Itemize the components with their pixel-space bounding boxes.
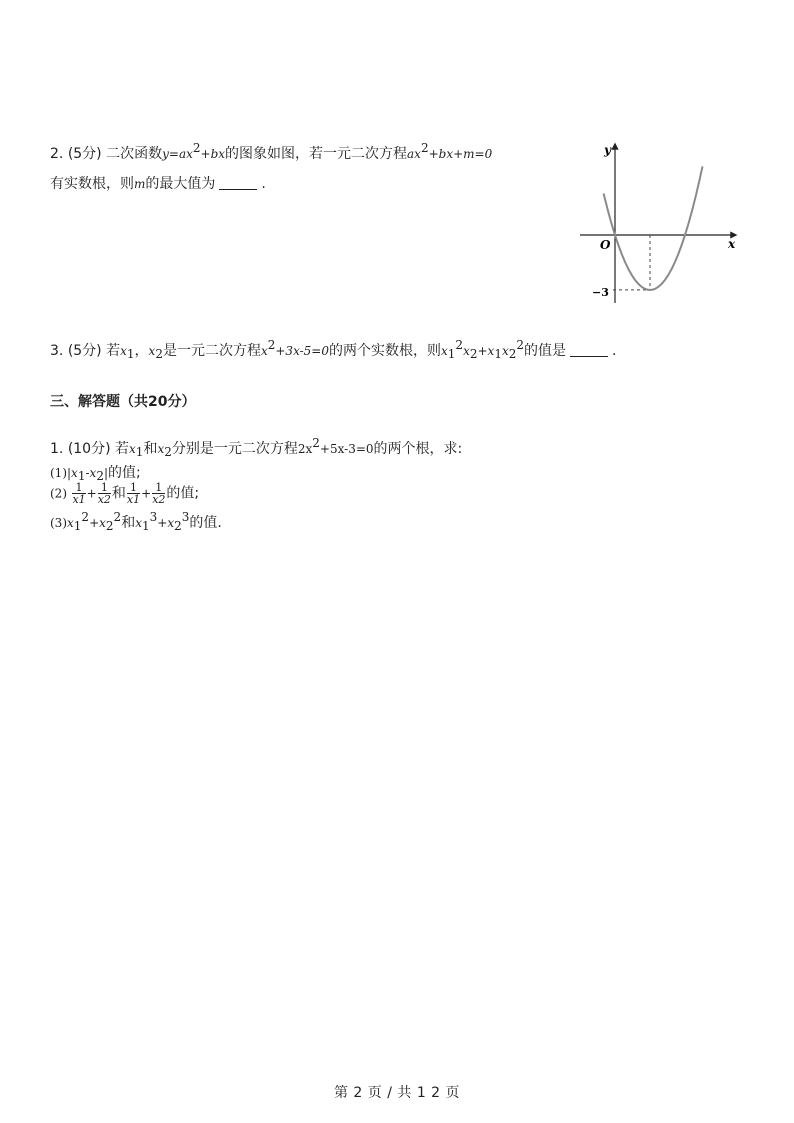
math-operator: + (89, 516, 100, 530)
question-text: 是一元二次方程 (162, 343, 261, 359)
subscript: 1 (73, 519, 82, 533)
math-variable: x (120, 344, 127, 358)
math-variable: x (463, 344, 470, 358)
question-text: 若 (115, 441, 130, 457)
math-variable: x (71, 466, 78, 480)
question-text: 的两个实数根，则 (329, 343, 441, 359)
answer-blank[interactable] (570, 343, 608, 357)
math-variable: x (157, 442, 165, 456)
math-operator: | (67, 466, 72, 480)
question-text: . (612, 343, 617, 359)
math-operator: + (477, 344, 488, 358)
parabola-graph (576, 138, 746, 308)
question-text: . (261, 176, 266, 192)
question-text: 有实数根，则 (50, 176, 134, 192)
math-operator: | (103, 466, 108, 480)
fraction-denominator: x2 (97, 493, 111, 506)
math-expression: +5x-3=0 (319, 442, 374, 456)
page-footer: 第 2 页 / 共 1 2 页 (333, 1085, 461, 1101)
math-variable: x (441, 344, 448, 358)
question-text: 和 (111, 485, 126, 502)
question-number: 2. (50, 146, 64, 162)
question-text: 的图象如图，若一元二次方程 (225, 146, 408, 162)
math-operator: + (86, 486, 97, 501)
question-text: 二次函数 (106, 146, 163, 162)
answer-blank[interactable] (219, 176, 257, 190)
exponent: 2 (192, 141, 201, 155)
exponent: 2 (267, 338, 276, 352)
question-text: 的值是 (524, 343, 567, 359)
question-number: 3. (50, 343, 64, 359)
fraction-numerator: 1 (98, 482, 111, 494)
math-variable: x (99, 516, 106, 530)
subscript: 1 (141, 519, 150, 533)
math-expression: y=ax (162, 147, 193, 161)
origin-label: O (600, 238, 611, 252)
math-variable: m (134, 177, 146, 191)
subscript: 2 (164, 445, 172, 459)
exponent: 3 (181, 510, 190, 524)
subscript: 2 (105, 519, 114, 533)
parabola-curve (604, 166, 703, 290)
math-expression: x (260, 344, 268, 358)
fraction (152, 482, 165, 505)
math-expression: +3x-5=0 (275, 344, 329, 358)
subscript: 1 (135, 445, 144, 459)
y-axis-label: y (604, 143, 611, 157)
fraction-numerator: 1 (127, 482, 140, 494)
math-operator: + (141, 486, 152, 501)
problem-1-part-3 (50, 512, 222, 532)
subscript: 1 (494, 347, 502, 361)
math-expression: +bx (200, 147, 226, 161)
question-2-line-1 (50, 143, 492, 163)
subscript: 2 (96, 469, 104, 483)
exponent: 3 (149, 510, 158, 524)
question-text: 的最大值为 (145, 176, 216, 192)
fraction-denominator: x1 (72, 493, 86, 506)
question-text: 的值; (166, 485, 200, 502)
fraction-denominator: x1 (126, 493, 141, 506)
fraction-numerator: 1 (72, 482, 85, 494)
fraction (98, 482, 111, 505)
math-expression: +bx+m=0 (428, 147, 493, 161)
question-text: 分别是一元二次方程 (171, 441, 298, 457)
question-text: ， (134, 343, 149, 359)
exponent: 2 (516, 338, 525, 352)
math-operator: - (85, 466, 90, 480)
fraction (127, 482, 140, 505)
question-3 (50, 340, 616, 360)
problem-1-part-2 (50, 482, 199, 505)
question-text: 的两个根，求: (373, 441, 463, 457)
question-text: 和 (121, 515, 136, 531)
subscript: 2 (469, 347, 478, 361)
exponent: 2 (81, 510, 90, 524)
subscript: 1 (77, 469, 86, 483)
x-axis-label: x (728, 237, 736, 251)
math-variable: x (135, 516, 142, 530)
part-label: (2) (50, 486, 67, 501)
exponent: 2 (312, 436, 320, 450)
fraction-denominator: x2 (152, 493, 166, 506)
problem-1-part-1 (50, 462, 141, 482)
math-expression: 2x (297, 442, 313, 456)
subscript: 1 (447, 347, 456, 361)
question-2-line-2 (50, 173, 266, 193)
section-heading: 三、解答题（共20分） (50, 394, 196, 410)
math-operator: + (157, 516, 168, 530)
math-expression: ax (407, 147, 421, 161)
fraction (72, 482, 85, 505)
exponent: 2 (455, 338, 464, 352)
math-variable: x (148, 344, 156, 358)
question-text: 的值. (189, 515, 222, 531)
part-label: (1) (50, 466, 67, 480)
subscript: 1 (126, 347, 135, 361)
question-score: (10分) (67, 441, 111, 457)
math-variable: x (487, 344, 495, 358)
exponent: 2 (113, 510, 122, 524)
math-variable: x (67, 516, 74, 530)
question-number: 1. (50, 441, 64, 457)
exponent: 2 (420, 141, 429, 155)
problem-1-stem (50, 438, 462, 458)
subscript: 2 (155, 347, 163, 361)
part-label: (3) (50, 516, 67, 530)
question-score: (5分) (67, 343, 102, 359)
question-text: 若 (106, 343, 121, 359)
question-score: (5分) (67, 146, 102, 162)
math-variable: x (167, 516, 175, 530)
math-variable: x (501, 344, 509, 358)
min-value-label: −3 (592, 286, 609, 299)
fraction-numerator: 1 (152, 482, 165, 494)
question-text: 和 (143, 441, 158, 457)
math-variable: x (89, 466, 97, 480)
math-variable: x (129, 442, 136, 456)
subscript: 2 (508, 347, 517, 361)
subscript: 2 (174, 519, 182, 533)
question-text: 的值; (108, 465, 141, 481)
